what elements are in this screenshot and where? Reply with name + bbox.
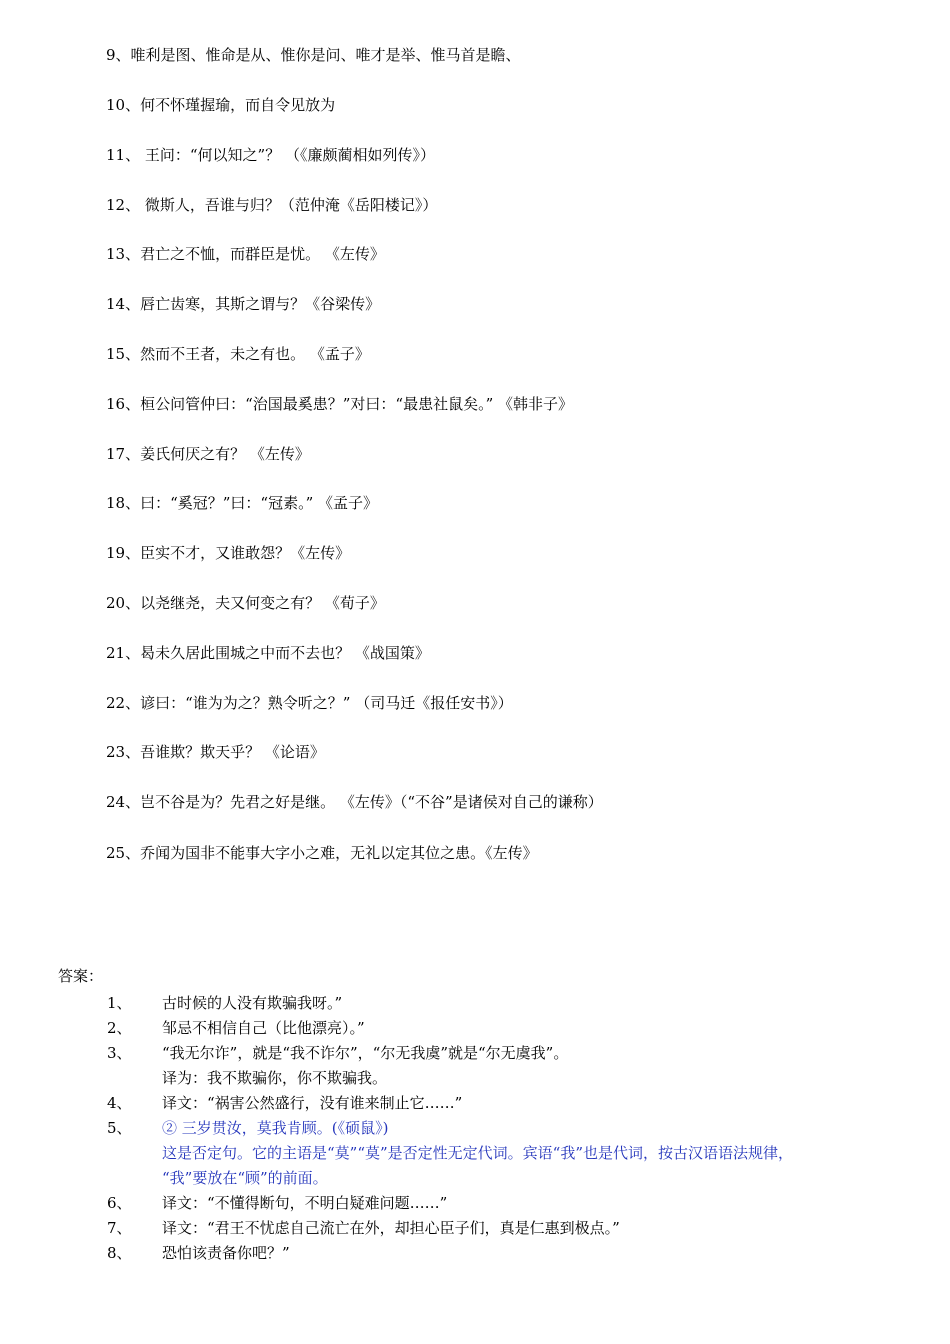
answer-2-number: 2、 bbox=[107, 1019, 132, 1037]
question-11: 11、 王问：“何以知之”？ （《廉颇蔺相如列传》） bbox=[106, 146, 435, 164]
question-23: 23、吾谁欺？欺天乎？ 《论语》 bbox=[106, 743, 325, 761]
question-13: 13、君亡之不恤，而群臣是忧。 《左传》 bbox=[106, 245, 385, 263]
answer-7-number: 7、 bbox=[107, 1219, 132, 1237]
answer-3-text: “我无尔诈”，就是“我不诈尔”，“尔无我虞”就是“尔无虞我”。 bbox=[162, 1044, 569, 1062]
question-25: 25、乔闻为国非不能事大字小之难，无礼以定其位之患。《左传》 bbox=[106, 844, 538, 862]
question-18: 18、曰：“奚冠？”曰：“冠素。” 《孟子》 bbox=[106, 494, 379, 512]
answer-6-number: 6、 bbox=[107, 1194, 132, 1212]
question-12: 12、 微斯人，吾谁与归？（范仲淹《岳阳楼记》） bbox=[106, 196, 438, 214]
answer-5-example: ② 三岁贯汝，莫我肯顾。(《硕鼠》) bbox=[162, 1119, 389, 1137]
question-24: 24、岂不谷是为？先君之好是继。 《左传》（“不谷”是诸侯对自己的谦称） bbox=[106, 793, 603, 811]
answer-2-text: 邹忌不相信自己（比他漂亮）。” bbox=[162, 1019, 365, 1037]
answer-3-number: 3、 bbox=[107, 1044, 132, 1062]
question-14: 14、唇亡齿寒，其斯之谓与？《谷梁传》 bbox=[106, 295, 381, 313]
question-19: 19、臣实不才，又谁敢怨？《左传》 bbox=[106, 544, 351, 562]
question-22: 22、谚曰：“谁为为之？熟令听之？” （司马迁《报任安书》） bbox=[106, 694, 513, 712]
answer-5-number: 5、 bbox=[107, 1119, 132, 1137]
answer-4-text: 译文：“祸害公然盛行，没有谁来制止它……” bbox=[162, 1094, 463, 1112]
answer-3-translation: 译为：我不欺骗你，你不欺骗我。 bbox=[162, 1069, 388, 1087]
question-9: 9、唯利是图、惟命是从、惟你是问、唯才是举、惟马首是瞻、 bbox=[106, 46, 521, 64]
question-15: 15、然而不王者，未之有也。 《孟子》 bbox=[106, 345, 370, 363]
answers-heading: 答案： bbox=[58, 967, 104, 985]
answer-4-number: 4、 bbox=[107, 1094, 132, 1112]
answer-1-text: 古时候的人没有欺骗我呀。” bbox=[162, 994, 343, 1012]
answer-8-text: 恐怕该责备你吧？” bbox=[162, 1244, 290, 1262]
question-20: 20、以尧继尧，夫又何变之有？ 《荀子》 bbox=[106, 594, 385, 612]
answer-1-number: 1、 bbox=[107, 994, 132, 1012]
question-21: 21、曷未久居此围城之中而不去也？ 《战国策》 bbox=[106, 644, 430, 662]
question-10: 10、何不怀瑾握瑜，而自令见放为 bbox=[106, 96, 336, 114]
answer-5-explanation: 这是否定句。它的主语是“莫”“莫”是否定性无定代词。宾语“我”也是代词，按古汉语语法规律， bbox=[162, 1144, 794, 1162]
question-17: 17、姜氏何厌之有？ 《左传》 bbox=[106, 445, 310, 463]
answer-7-text: 译文：“君王不忧虑自己流亡在外，却担心臣子们，真是仁惠到极点。” bbox=[162, 1219, 620, 1237]
question-16: 16、桓公问管仲曰：“治国最奚患？”对曰：“最患社鼠矣。” 《韩非子》 bbox=[106, 395, 574, 413]
answer-8-number: 8、 bbox=[107, 1244, 132, 1262]
answer-6-text: 译文：“不懂得断句，不明白疑难问题……” bbox=[162, 1194, 448, 1212]
answer-5-explanation-cont: “我”要放在“顾”的前面。 bbox=[162, 1169, 328, 1187]
